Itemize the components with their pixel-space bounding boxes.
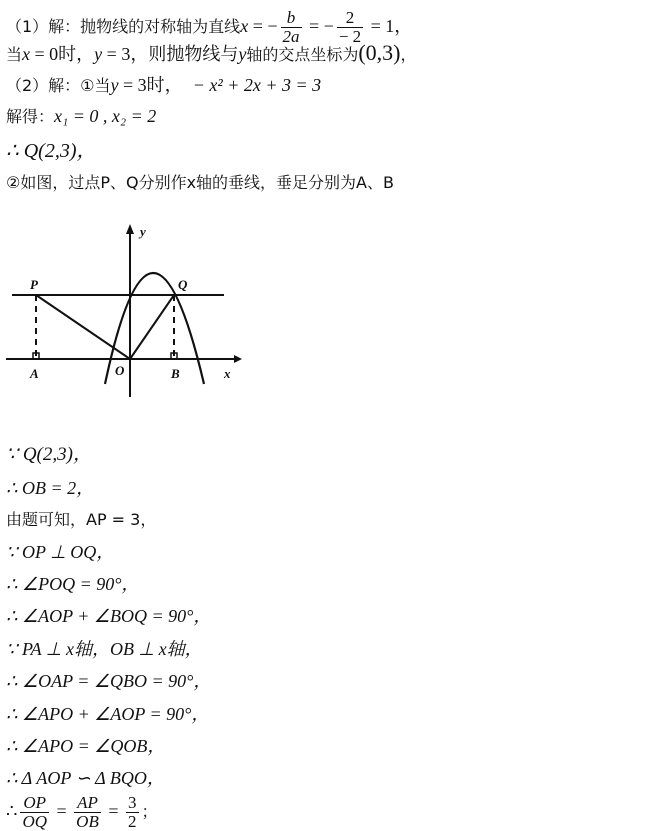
text: = 3，则抛物线与 <box>102 44 239 64</box>
equation: − x² + 2x + 3 = 3 <box>192 75 322 95</box>
x-axis-arrow <box>234 355 242 363</box>
proof-line: ∴ ∠OAP = ∠QBO = 90°， <box>6 671 212 691</box>
fraction-numerator: 3 <box>128 793 137 812</box>
fraction-numerator: b <box>281 9 302 28</box>
label-Q: Q <box>178 277 188 292</box>
fraction-denominator: OB <box>76 812 99 831</box>
text: ； <box>141 802 158 821</box>
label-y: y <box>140 224 146 239</box>
text: = 3时， <box>118 75 183 95</box>
fraction-AP-over-OB <box>74 794 101 831</box>
part1-line2 <box>6 42 417 66</box>
point-coordinates: (0,3) <box>358 40 401 65</box>
geometry-figure <box>6 212 246 412</box>
fraction-numerator: 2 <box>337 9 363 28</box>
therefore-symbol: ∴ <box>6 801 18 821</box>
y-axis-arrow <box>126 224 134 234</box>
text: 轴的交点坐标为 <box>246 45 359 64</box>
text: 当 <box>6 45 23 64</box>
var-y: y <box>238 44 247 64</box>
eq-text: = <box>52 801 72 821</box>
fraction-denominator: OQ <box>22 812 48 831</box>
part1-label: （1）解：抛物线的对称轴为直线 <box>6 17 241 36</box>
fraction-numerator: AP <box>74 794 101 813</box>
segment-PO <box>36 295 130 359</box>
part2-line1 <box>6 74 321 97</box>
eq-text: = − <box>304 16 334 36</box>
eq-text: = 1， <box>366 16 413 36</box>
proof-line: ∴ OB = 2， <box>6 478 95 498</box>
segment-QO <box>130 295 174 359</box>
fraction-denominator: − 2 <box>338 27 362 46</box>
label-P: P <box>30 277 38 292</box>
text: = 0时， <box>30 44 95 64</box>
proof-line: ∵ Q(2,3)， <box>6 444 92 465</box>
proof-line: ∴ ∠AOP + ∠BOQ = 90°， <box>6 606 212 626</box>
fraction-denominator: 2a <box>282 27 300 46</box>
var-x: x <box>240 16 249 36</box>
label-A: A <box>30 366 39 381</box>
solutions: x₁ = 0 , x₂ = 2 <box>54 106 157 126</box>
fraction-denominator: 2 <box>128 812 137 831</box>
part2-label: （2）解：①当 <box>6 76 111 95</box>
proof-line: ∴ Δ AOP ∽ Δ BQO， <box>6 768 165 788</box>
label-x: x <box>224 366 231 381</box>
proof-line: ∴ ∠POQ = 90°， <box>6 574 140 594</box>
final-ratio-line <box>6 792 158 831</box>
var-y: y <box>110 75 119 95</box>
solve-label: 解得： <box>6 107 55 126</box>
proof-line: ∵ OP ⊥ OQ， <box>6 542 115 562</box>
label-O: O <box>115 363 125 378</box>
label-B: B <box>171 366 180 381</box>
part1-line1 <box>6 6 412 47</box>
fraction-numerator: OP <box>20 794 49 813</box>
var-x: x <box>22 44 31 64</box>
eq-text: = − <box>248 16 278 36</box>
fraction-3-over-2 <box>126 794 139 831</box>
part2-sub2-line: ②如图，过点P、Q分别作x轴的垂线，垂足分别为A、B <box>6 173 394 192</box>
text: ， <box>400 45 417 64</box>
part2-solve-line <box>6 105 156 128</box>
proof-line: 由题可知，AP = 3， <box>6 510 157 529</box>
q-coordinates-line: ∴ Q(2,3)， <box>6 140 97 162</box>
proof-line: ∴ ∠APO = ∠QOB， <box>6 736 166 756</box>
var-y: y <box>94 44 103 64</box>
proof-line: ∵ PA ⊥ x轴，OB ⊥ x轴， <box>6 639 203 659</box>
fraction-b-over-2a <box>281 9 302 46</box>
fraction-OP-over-OQ <box>20 794 49 831</box>
eq-text: = <box>103 801 123 821</box>
proof-line: ∴ ∠APO + ∠AOP = 90°， <box>6 704 210 724</box>
